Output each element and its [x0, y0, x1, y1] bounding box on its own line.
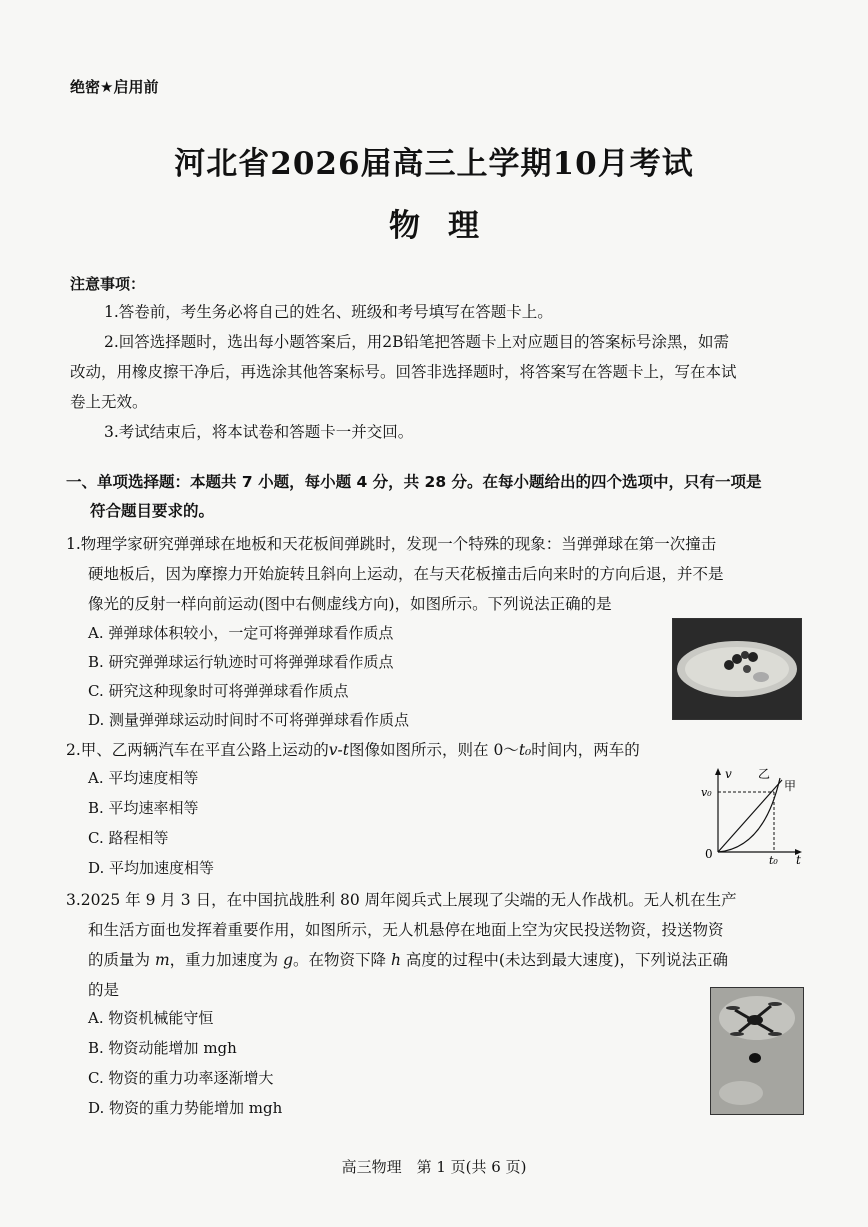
- q2-vt-graph: [700, 764, 812, 866]
- v0-label: v₀: [701, 786, 712, 799]
- exam-title: 河北省2026届高三上学期10月考试: [174, 146, 694, 182]
- notice-item-2-line3: 卷上无效。: [70, 393, 148, 411]
- q3-stem-line1: 3.2025 年 9 月 3 日，在中国抗战胜利 80 周年阅兵式上展现了尖端的无人作战机。无人机在生产: [66, 891, 737, 909]
- q3-option-d: D. 物资的重力势能增加 mgh: [88, 1099, 283, 1117]
- q1-option-c: C. 研究这种现象时可将弹弹球看作质点: [88, 682, 349, 700]
- q3-stem-line3: 的质量为 m，重力加速度为 g。在物资下降 h 高度的过程中(未达到最大速度)，下列说法正确: [88, 951, 729, 969]
- q1-option-a: A. 弹弹球体积较小，一定可将弹弹球看作质点: [88, 624, 394, 642]
- q3-stem-line4: 的是: [88, 981, 120, 999]
- q2-option-c: C. 路程相等: [88, 829, 169, 847]
- notice-item-2-line1: 2.回答选择题时，选出每小题答案后，用2B铅笔把答题卡上对应题目的答案标号涂黑，如需: [104, 333, 730, 351]
- curve-yi-label: 乙: [758, 767, 771, 781]
- curve-jia-label: 甲: [784, 779, 797, 793]
- notice-heading: 注意事项：: [70, 275, 146, 293]
- q2-stem: 2.甲、乙两辆汽车在平直公路上运动的v-t图像如图所示，则在 0～t₀时间内，两车的: [66, 741, 640, 759]
- notice-item-1: 1.答卷前，考生务必将自己的姓名、班级和考号填写在答题卡上。: [104, 303, 553, 321]
- q3-option-a: A. 物资机械能守恒: [88, 1009, 214, 1027]
- t-axis-label: t: [796, 853, 801, 866]
- q3-stem-line2: 和生活方面也发挥着重要作用，如图所示，无人机悬停在地面上空为灾民投送物资，投送物资: [88, 921, 724, 939]
- q2-option-d: D. 平均加速度相等: [88, 859, 215, 877]
- q3-option-b: B. 物资动能增加 mgh: [88, 1039, 237, 1057]
- v-axis-label: v: [725, 767, 732, 781]
- notice-item-3: 3.考试结束后，将本试卷和答题卡一并交回。: [104, 423, 414, 441]
- origin-label: 0: [705, 847, 713, 861]
- q1-stem-line3: 像光的反射一样向前运动(图中右侧虚线方向)，如图所示。下列说法正确的是: [88, 595, 612, 613]
- notice-item-2-line2: 改动，用橡皮擦干净后，再选涂其他答案标号。回答非选择题时，将答案写在答题卡上，写在本试: [70, 363, 737, 381]
- q1-stem-line1: 1.物理学家研究弹弹球在地板和天花板间弹跳时，发现一个特殊的现象：当弹弹球在第一次撞击: [66, 535, 717, 553]
- q3-drone-photo: [710, 987, 804, 1115]
- q1-stem-line2: 硬地板后，因为摩擦力开始旋转且斜向上运动，在与天花板撞击后向来时的方向后退，并不是: [88, 565, 724, 583]
- curve-jia-line: [718, 780, 782, 852]
- section-heading-line1: 一、单项选择题：本题共 7 小题，每小题 4 分，共 28 分。在每小题给出的四个选项中，只有一项是: [66, 473, 762, 491]
- q1-option-b: B. 研究弹弹球运行轨迹时可将弹弹球看作质点: [88, 653, 394, 671]
- q1-bouncing-ball-photo: [672, 618, 802, 720]
- section-heading-line2: 符合题目要求的。: [90, 502, 215, 520]
- q1-option-d: D. 测量弹弹球运动时间时不可将弹弹球看作质点: [88, 711, 410, 729]
- v-axis-arrow: [715, 768, 721, 775]
- t0-label: t₀: [769, 854, 778, 866]
- q2-option-a: A. 平均速度相等: [88, 769, 199, 787]
- subject-title: 物理: [389, 208, 507, 244]
- secret-mark: 绝密★启用前: [70, 78, 159, 96]
- q2-option-b: B. 平均速率相等: [88, 799, 199, 817]
- page-footer: 高三物理 第 1 页(共 6 页): [341, 1158, 527, 1176]
- q3-option-c: C. 物资的重力功率逐渐增大: [88, 1069, 274, 1087]
